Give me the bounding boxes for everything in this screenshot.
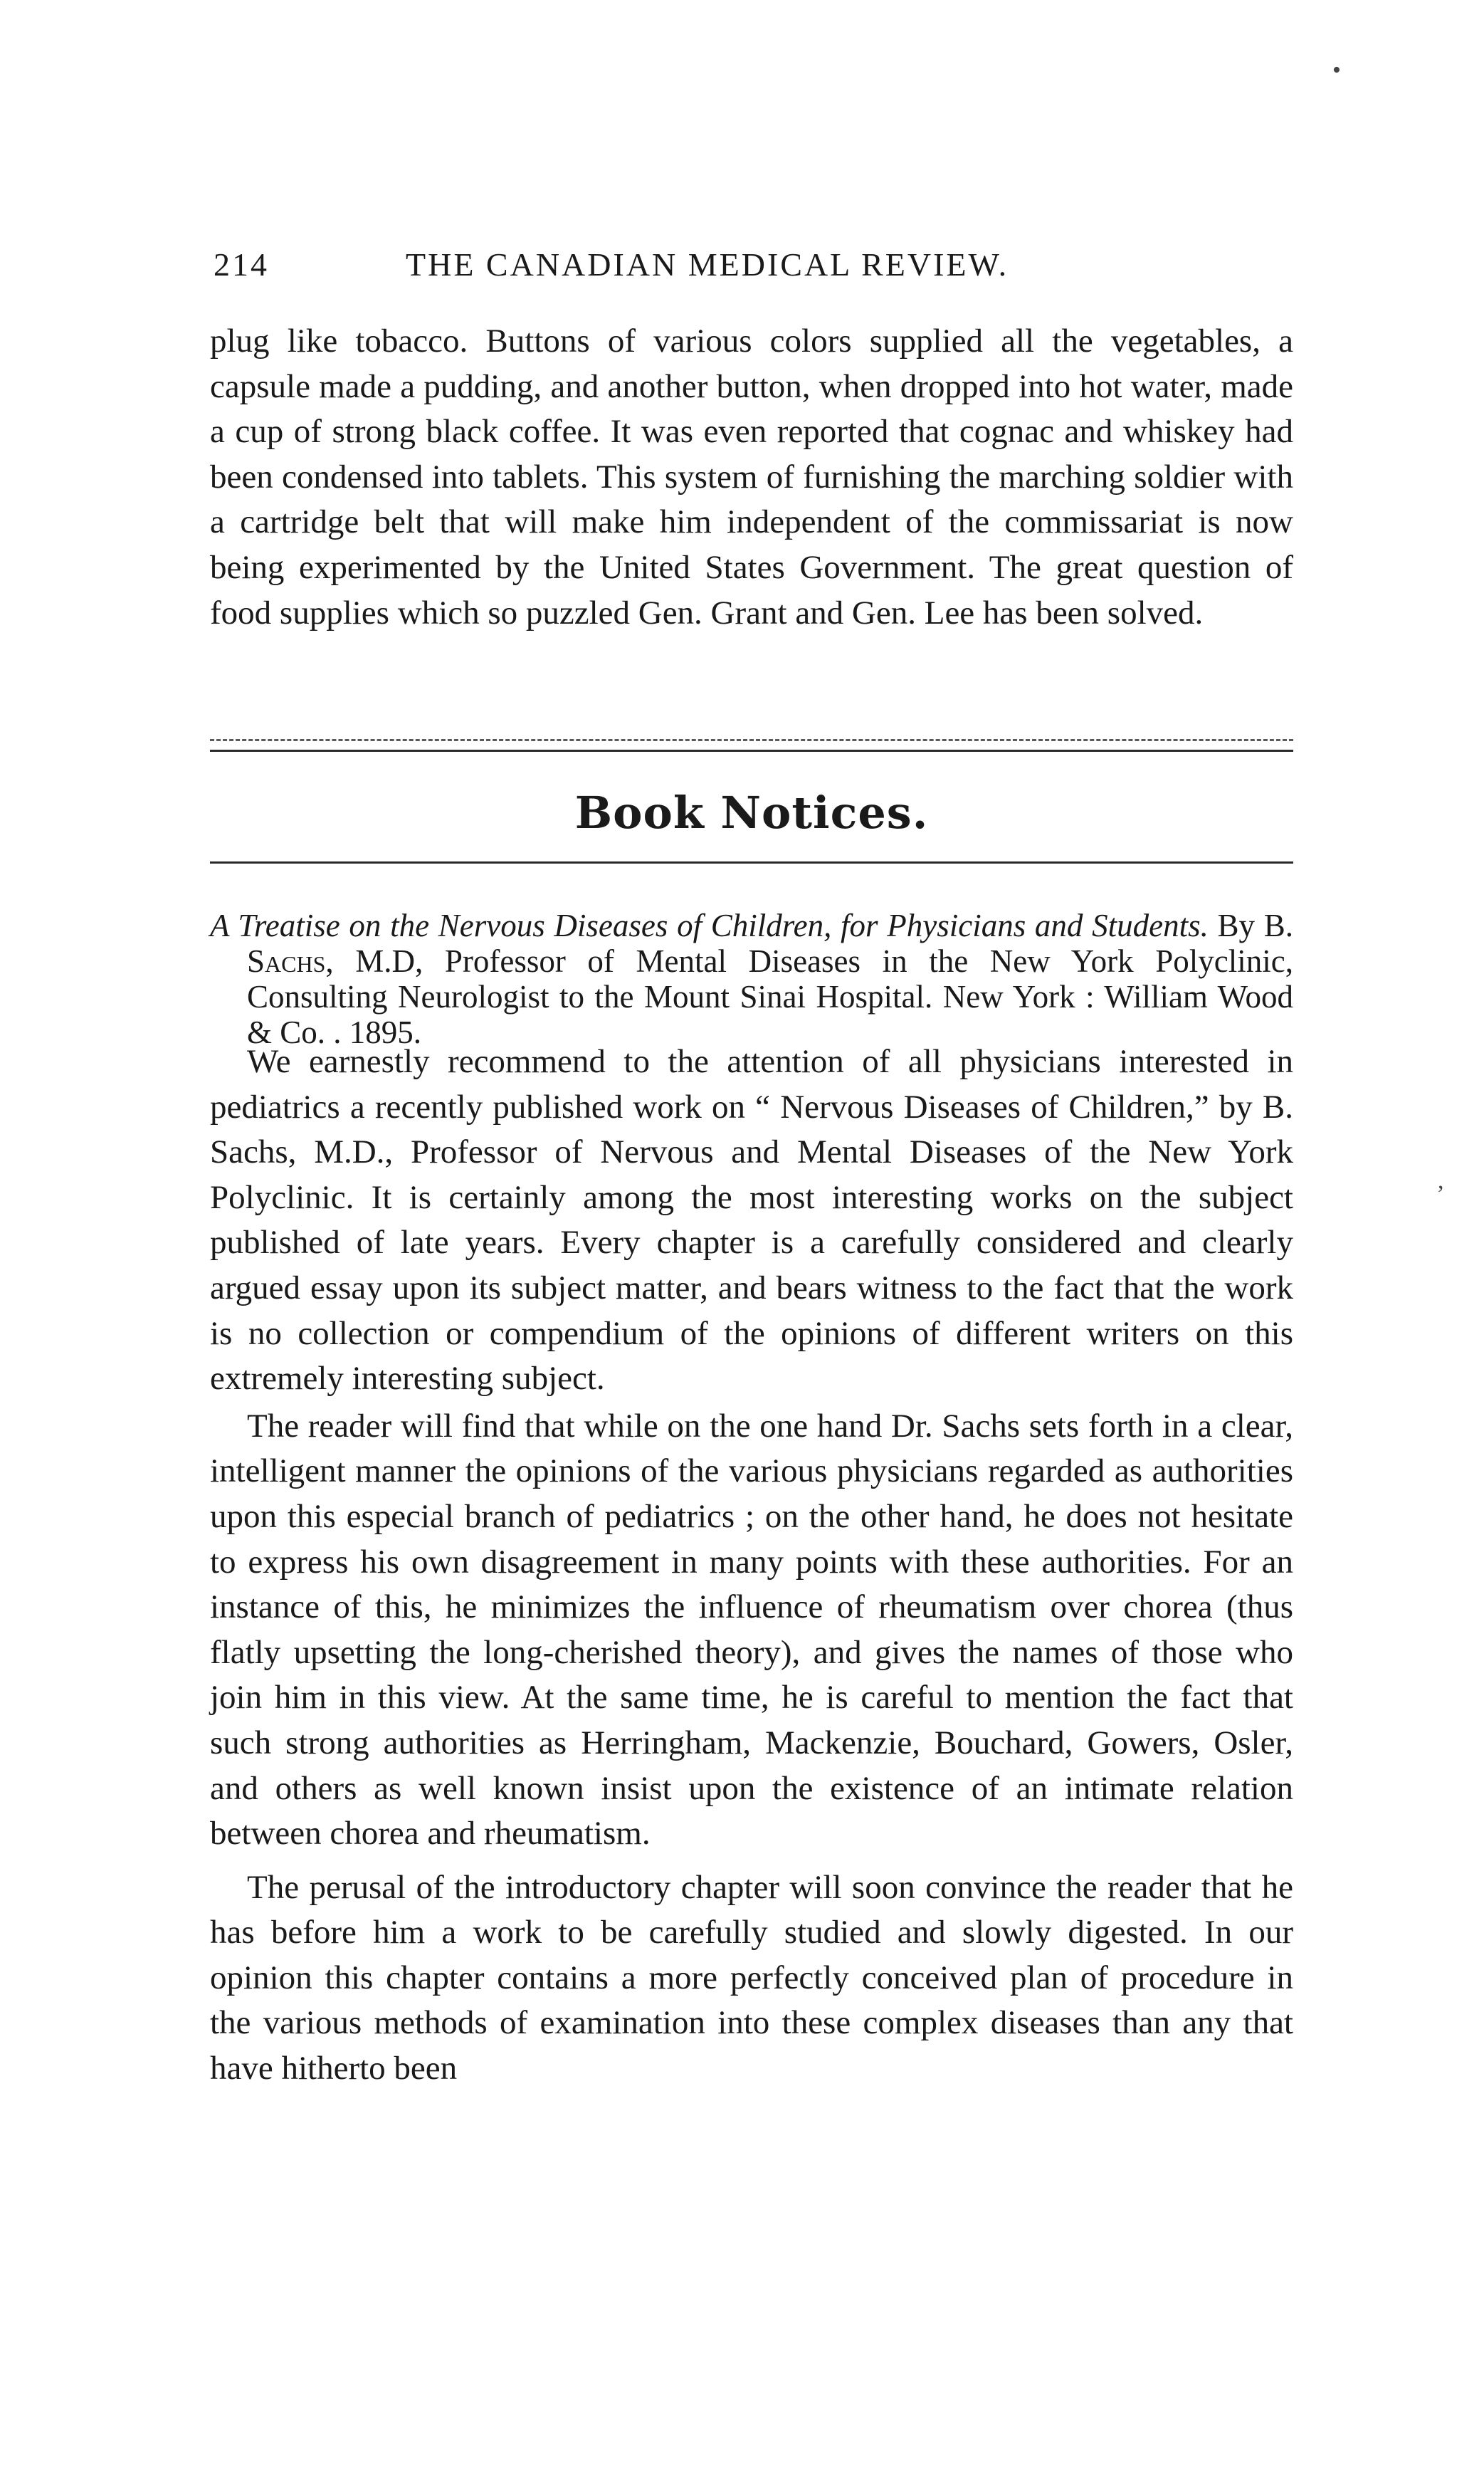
section-divider-top bbox=[210, 750, 1293, 752]
margin-tick-mark: , bbox=[1438, 1168, 1444, 1194]
section-divider-bottom bbox=[210, 861, 1293, 864]
review-paragraph-1: We earnestly recommend to the attention of all physicians interested in pediatrics a recently published work on “ Nervous Diseases of Children,” by B. Sachs, M.D., Professor of Nervous and Mental Diseases of the New York Polyclinic. It is certainly among the most interesting works on the subject published of late years. Every chapter is a carefully considered and clearly argued essay upon its subject matter, and bears witness to the fact that the work is no collection or compendium of the opinions of different writers on this extremely interesting subject. bbox=[210, 1043, 1293, 1398]
citation-title: A Treatise on the Nervous Diseases of Children, for Physicians and Students. bbox=[210, 908, 1209, 943]
citation-block bbox=[210, 908, 1293, 1050]
section-title: Book Notices. bbox=[574, 787, 929, 839]
book-citation bbox=[210, 908, 1293, 1050]
page-number: 214 bbox=[214, 246, 269, 283]
review-body bbox=[210, 1039, 1293, 2092]
citation-by: By bbox=[1217, 908, 1256, 943]
running-title: THE CANADIAN MEDICAL REVIEW. bbox=[406, 246, 1009, 283]
intro-block bbox=[210, 319, 1293, 636]
intro-paragraph: plug like tobacco. Buttons of various colors supplied all the vegetables, a capsule made a pudding, and another button, when dropped into hot water, made a cup of strong black coffee. It was even reported that cognac and whiskey had been condensed into tablets. This system of furnishing the marching soldier with a cartridge belt that will make him independent of the commissariat is now being experimented by the United States Government. The great question of food supplies which so puzzled Gen. Grant and Gen. Lee has been solved. bbox=[210, 323, 1293, 632]
citation-author: B. Sachs, M.D bbox=[247, 908, 1293, 979]
margin-speck-mark: • bbox=[1332, 57, 1341, 83]
citation-details: , Professor of Mental Diseases in the New York Polyclinic, Consulting Neurologist to the Mount Sinai Hospital. New York : William Wood & Co. . 1895. bbox=[247, 943, 1293, 1050]
page-header bbox=[214, 246, 1295, 295]
section-divider-dashed bbox=[210, 739, 1293, 741]
review-paragraph-3: The perusal of the introductory chapter will soon convince the reader that he has before him a work to be carefully studied and slowly digested. In our opinion this chapter contains a more perfectly conceived plan of procedure in the various methods of examination into these complex diseases than any that have hitherto been bbox=[210, 1868, 1293, 2087]
review-paragraph-2: The reader will find that while on the one hand Dr. Sachs sets forth in a clear, intelligent manner the opinions of the various physicians regarded as authorities upon this especial branch of pediatrics ; on the other hand, he does not hesitate to express his own disagreement in many points with these authorities. For an instance of this, he minimizes the influence of rheumatism over chorea (thus flatly upsetting the long-cherished theory), and gives the names of those who join him in this view. At the same time, he is careful to mention the fact that such strong authorities as Herringham, Mackenzie, Bouchard, Gowers, Osler, and others as well known insist upon the existence of an intimate relation between chorea and rheumatism. bbox=[210, 1407, 1293, 1853]
